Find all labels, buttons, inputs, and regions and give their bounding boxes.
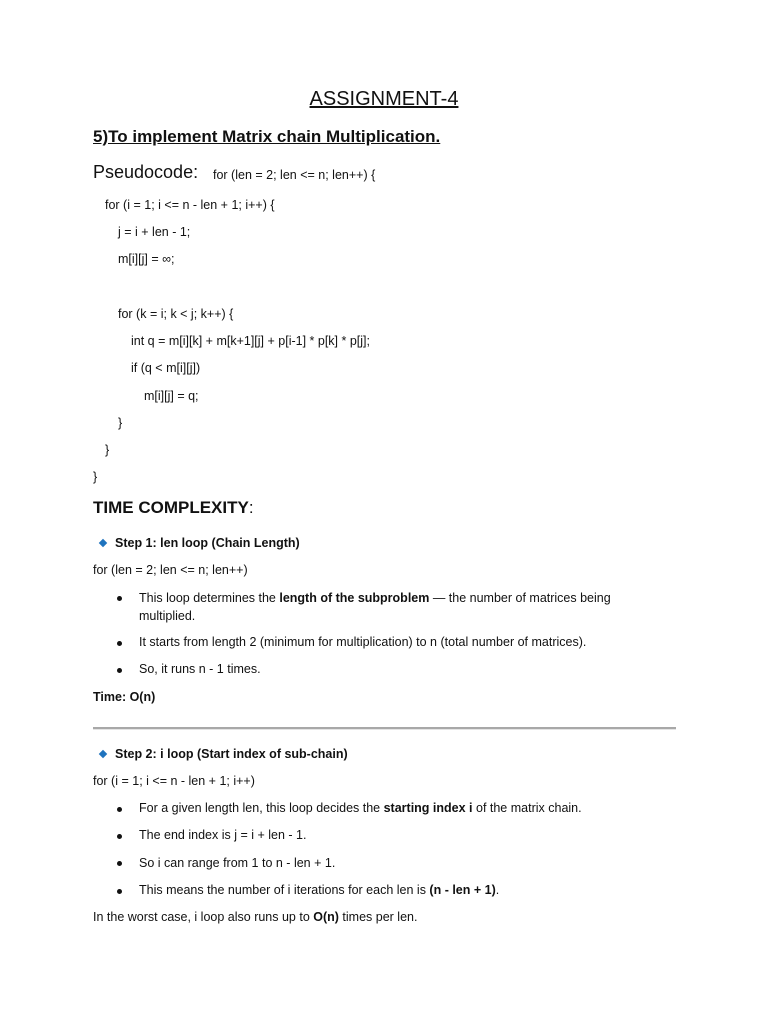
bullet-dot-icon (117, 889, 122, 894)
step2-bullet-1: For a given length len, this loop decides the starting index i of the matrix chain. (139, 801, 582, 815)
bullet-dot-icon (117, 596, 122, 601)
bullet-dot-icon (117, 641, 122, 646)
code-line-m-init: m[i][j] = ∞; (118, 252, 175, 266)
code-line-close-i: } (105, 443, 110, 457)
step1-title: Step 1: len loop (Chain Length) (115, 536, 300, 550)
step2-worst-case: In the worst case, i loop also runs up to O(n) times per len. (93, 910, 418, 924)
bullet-dot-icon (117, 861, 122, 866)
code-line-q-compute: int q = m[i][k] + m[k+1][j] + p[i-1] * p[k] * p[j]; (131, 334, 370, 348)
horizontal-divider (93, 727, 676, 730)
bullet-dot-icon (117, 668, 122, 673)
code-line-close-k: } (118, 416, 123, 430)
time-complexity-heading: TIME COMPLEXITY: (93, 498, 254, 517)
bullet-dot-icon (117, 807, 122, 812)
step2-bullet-3: So i can range from 1 to n - len + 1. (139, 856, 336, 870)
code-line-k-loop: for (k = i; k < j; k++) { (118, 307, 234, 321)
step1-result: Time: O(n) (93, 690, 156, 704)
step1-bullet-1: This loop determines the length of the subproblem — the number of matrices being multiplied. (139, 591, 611, 623)
step2-bullet-4: This means the number of i iterations for each len is (n - len + 1). (139, 883, 500, 897)
code-line-m-update: m[i][j] = q; (144, 389, 199, 403)
diamond-bullet-icon (99, 750, 107, 758)
code-line-close-len: } (93, 470, 98, 484)
section-heading: 5)To implement Matrix chain Multiplication. (93, 127, 441, 146)
step2-bullet-2: The end index is j = i + len - 1. (139, 828, 307, 842)
step1-bullet-2: It starts from length 2 (minimum for multiplication) to n (total number of matrices). (139, 635, 587, 649)
step2-title: Step 2: i loop (Start index of sub-chain) (115, 747, 348, 761)
step1-code: for (len = 2; len <= n; len++) (93, 563, 248, 577)
diamond-bullet-icon (99, 539, 107, 547)
bullet-dot-icon (117, 834, 122, 839)
document-title: ASSIGNMENT-4 (309, 88, 459, 110)
step1-bullet-3: So, it runs n - 1 times. (139, 662, 261, 676)
pseudocode-label: Pseudocode: (93, 162, 199, 182)
step2-code: for (i = 1; i <= n - len + 1; i++) (93, 774, 255, 788)
code-line-if: if (q < m[i][j]) (131, 361, 201, 375)
code-line-i-loop: for (i = 1; i <= n - len + 1; i++) { (105, 198, 275, 212)
code-line-outer-loop: for (len = 2; len <= n; len++) { (213, 168, 376, 182)
code-line-j-assign: j = i + len - 1; (118, 225, 191, 239)
